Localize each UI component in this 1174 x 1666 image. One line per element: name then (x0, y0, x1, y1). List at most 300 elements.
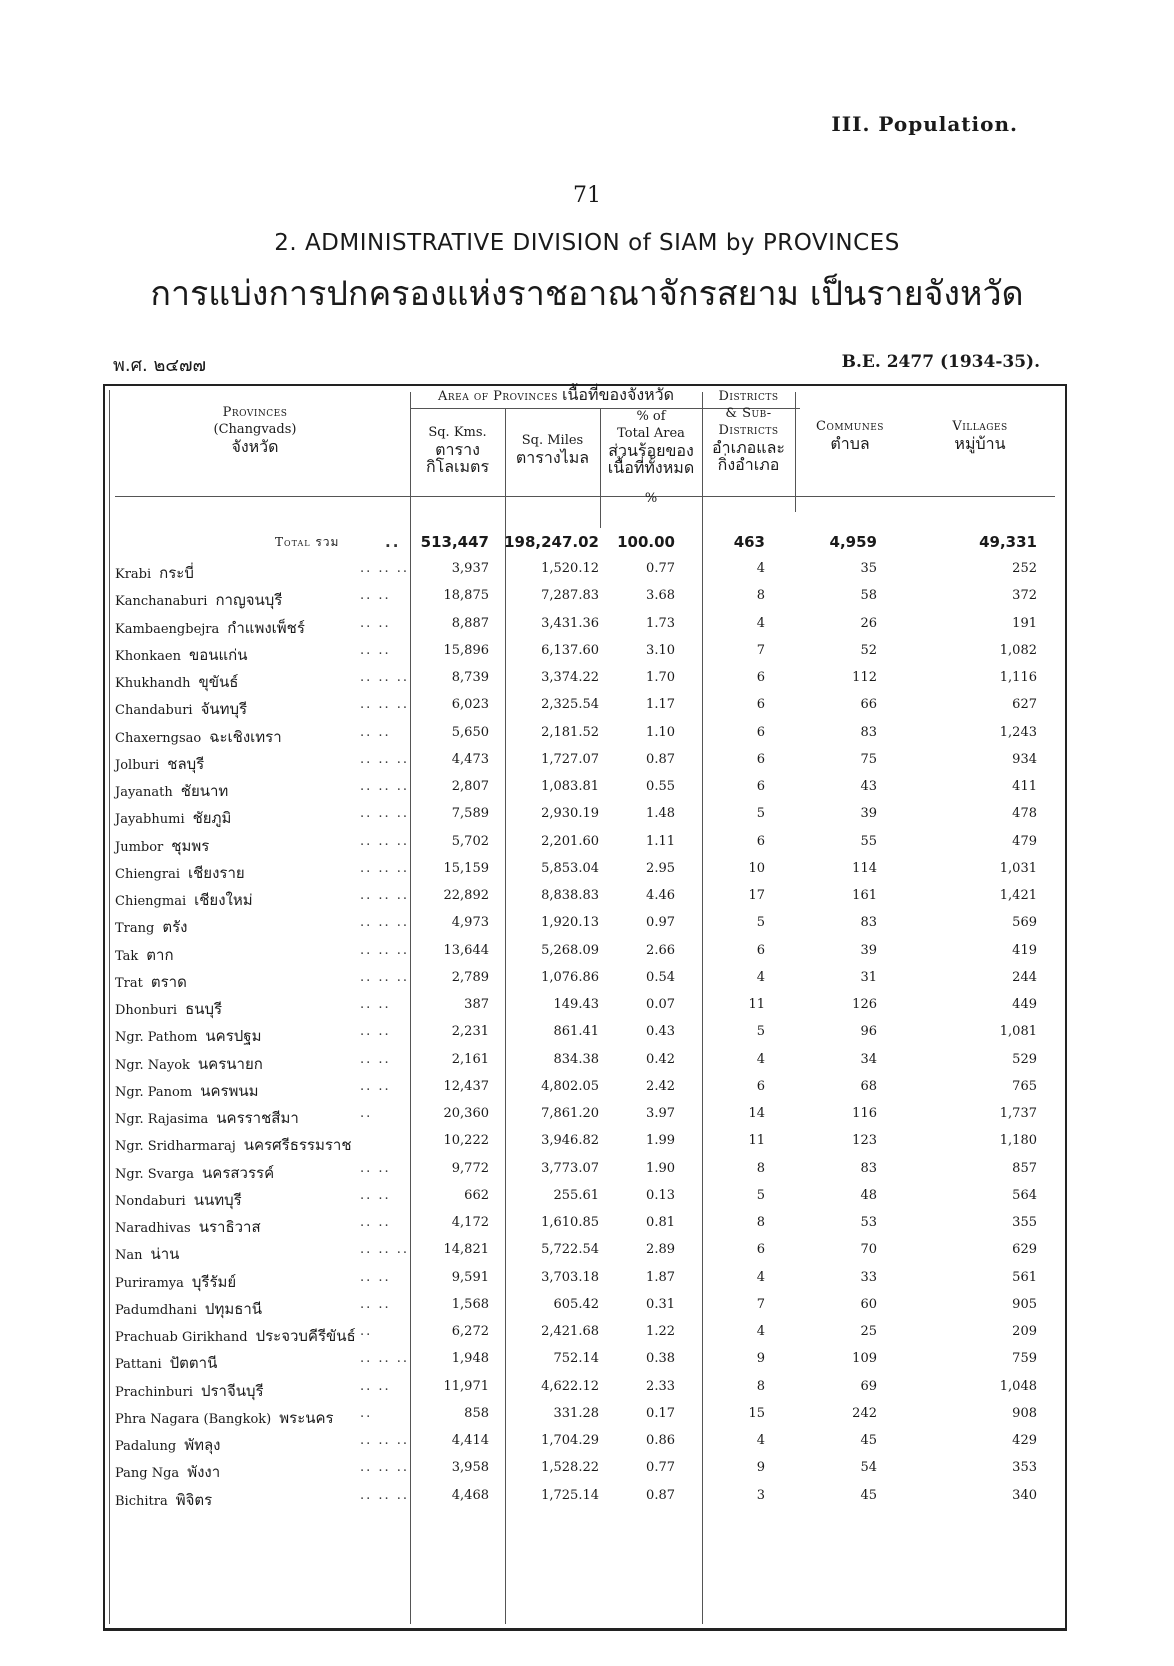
province-name-th: นครสวรรค์ (202, 1163, 275, 1182)
row-sqkm: 4,414 (451, 1433, 489, 1448)
row-villages: 561 (1012, 1269, 1037, 1285)
total-communes: 4,959 (829, 533, 877, 551)
row-pct: 0.17 (646, 1405, 675, 1421)
province-name-en: Ngr. Nayok (115, 1057, 190, 1073)
row-villages: 569 (1012, 915, 1037, 931)
page-number: 71 (573, 183, 601, 208)
row-pct: 1.48 (646, 806, 675, 822)
row-districts: 9 (756, 1460, 765, 1476)
province-name-th: กาญจนบุรี (215, 591, 283, 610)
row-districts: 6 (756, 833, 765, 849)
table-row (105, 1183, 1065, 1212)
province-name (115, 1488, 212, 1512)
table-row (105, 938, 1065, 967)
province-name-th: จันทบุรี (200, 700, 248, 719)
row-pct: 0.31 (646, 1296, 675, 1312)
province-name-th: ขุขันธ์ (198, 673, 239, 691)
row-villages: 353 (1012, 1460, 1037, 1476)
province-name-en: Jolburi (115, 757, 160, 773)
header-area-group-en: Area of Provinces (437, 389, 558, 404)
row-villages: 629 (1012, 1242, 1037, 1258)
province-name-en: Ngr. Svarga (115, 1166, 195, 1182)
row-sqmi: 752.14 (553, 1351, 599, 1367)
row-communes: 26 (860, 615, 877, 631)
row-villages: 759 (1012, 1351, 1037, 1367)
title-english: 2. ADMINISTRATIVE DIVISION of SIAM by PROVINCES (274, 230, 900, 256)
row-dots: .. .. .. (360, 1487, 410, 1503)
province-name (115, 1460, 220, 1484)
header-districts-en3: Districts (718, 423, 779, 438)
row-pct: 0.42 (646, 1051, 675, 1067)
row-sqmi: 331.28 (553, 1405, 599, 1421)
province-name-th: ชัยภูมิ (192, 809, 232, 828)
row-communes: 58 (860, 588, 877, 604)
province-name-en: Padalung (115, 1439, 177, 1454)
row-sqmi: 8,838.83 (541, 888, 599, 903)
province-name (115, 1406, 334, 1430)
row-districts: 8 (756, 1378, 765, 1394)
province-name (115, 970, 187, 994)
province-name (115, 1188, 242, 1212)
row-villages: 355 (1012, 1215, 1037, 1230)
province-name (115, 1106, 299, 1130)
province-name-th: ชลบุรี (167, 754, 205, 773)
row-dots: .. .. .. (360, 751, 410, 767)
row-sqmi: 3,773.07 (541, 1160, 599, 1176)
total-districts: 463 (733, 533, 765, 551)
row-dots: .. .. .. (360, 1460, 410, 1476)
row-communes: 114 (852, 860, 877, 876)
header-districts-th2: กิ่งอำเภอ (717, 455, 780, 474)
row-districts: 6 (756, 697, 765, 713)
row-sqkm: 5,650 (451, 724, 489, 740)
province-name-en: Nondaburi (115, 1193, 186, 1209)
row-pct: 2.42 (646, 1078, 675, 1094)
row-sqkm: 7,589 (451, 806, 489, 822)
row-sqmi: 3,374.22 (541, 670, 599, 685)
row-sqmi: 5,853.04 (541, 860, 599, 876)
section-heading: III. Population. (831, 112, 1018, 136)
table-row (105, 638, 1065, 667)
table-row (105, 1265, 1065, 1294)
table-row (105, 774, 1065, 803)
province-name-en: Jayabhumi (115, 812, 185, 828)
row-villages: 934 (1012, 751, 1037, 767)
row-sqmi: 834.38 (553, 1051, 599, 1067)
row-sqmi: 4,802.05 (541, 1078, 599, 1094)
row-districts: 6 (756, 751, 765, 767)
row-villages: 627 (1012, 697, 1037, 713)
row-villages: 1,737 (999, 1106, 1037, 1121)
row-districts: 8 (756, 1215, 765, 1230)
row-villages: 564 (1012, 1187, 1037, 1203)
row-pct: 1.11 (646, 833, 675, 849)
row-sqmi: 149.43 (553, 997, 599, 1012)
row-dots: .. .. (360, 1187, 391, 1203)
total-label: Total รวม (275, 535, 340, 549)
row-districts: 4 (756, 561, 765, 576)
row-pct: 0.87 (646, 1487, 675, 1503)
row-pct: 1.87 (646, 1269, 675, 1285)
table-row (105, 1237, 1065, 1266)
province-name (115, 1215, 261, 1239)
row-communes: 66 (860, 697, 877, 713)
province-name-th: นครนายก (197, 1054, 263, 1073)
province-name-th: ธนบุรี (185, 1000, 223, 1018)
row-dots: .. .. .. (360, 561, 410, 576)
province-name-en: Phra Nagara (Bangkok) (115, 1411, 272, 1427)
row-sqmi: 5,722.54 (541, 1242, 599, 1258)
province-name-th: พระนคร (279, 1408, 334, 1427)
row-communes: 116 (852, 1106, 877, 1121)
row-districts: 4 (756, 615, 765, 631)
table-row (105, 1156, 1065, 1185)
row-dots: .. .. .. (360, 670, 410, 685)
table-row (105, 1428, 1065, 1457)
province-name-th: นนทบุรี (193, 1190, 242, 1209)
province-name-th: ตรัง (162, 918, 188, 937)
row-communes: 75 (860, 751, 877, 767)
table-row (105, 1047, 1065, 1076)
province-name (115, 1270, 236, 1294)
row-villages: 857 (1012, 1160, 1037, 1176)
row-communes: 45 (860, 1433, 877, 1448)
province-name-th: ปราจีนบุรี (200, 1381, 264, 1400)
province-name (115, 588, 282, 612)
row-dots: .. .. (360, 642, 391, 658)
row-dots: .. .. (360, 724, 391, 740)
row-sqmi: 5,268.09 (541, 942, 599, 958)
province-name (115, 725, 282, 749)
row-sqkm: 8,739 (451, 670, 489, 685)
total-villages: 49,331 (979, 533, 1037, 551)
header-area-group-th: เนื้อที่ของจังหวัด (562, 385, 675, 404)
row-sqkm: 2,807 (451, 779, 489, 794)
row-dots: .. .. .. (360, 1242, 410, 1258)
total-sqkm: 513,447 (420, 533, 489, 551)
province-name-en: Jumbor (115, 839, 164, 855)
province-name-th: เชียงใหม่ (194, 891, 253, 909)
row-sqmi: 1,528.22 (541, 1460, 599, 1476)
row-pct: 0.55 (646, 779, 675, 794)
table-row (105, 1374, 1065, 1403)
row-pct: 1.99 (646, 1133, 675, 1149)
row-districts: 6 (756, 779, 765, 794)
row-dots: .. .. (360, 1215, 391, 1230)
province-name-th: พัทลุง (184, 1436, 221, 1454)
province-name (115, 888, 253, 912)
row-dots: .. .. (360, 615, 391, 631)
row-sqmi: 1,704.29 (541, 1433, 599, 1448)
province-name-en: Ngr. Panom (115, 1084, 193, 1100)
row-districts: 11 (748, 1133, 765, 1149)
row-villages: 1,116 (999, 670, 1037, 685)
row-sqkm: 20,360 (443, 1106, 489, 1121)
province-name-en: Naradhivas (115, 1221, 191, 1236)
row-districts: 4 (756, 1433, 765, 1448)
province-name (115, 643, 248, 667)
province-name-en: Ngr. Rajasima (115, 1112, 209, 1127)
row-districts: 3 (756, 1487, 765, 1503)
row-sqkm: 4,973 (451, 915, 489, 931)
row-sqkm: 1,948 (451, 1351, 489, 1367)
header-pct (600, 408, 702, 507)
row-dots: .. (360, 1405, 373, 1421)
row-pct: 1.70 (646, 670, 675, 685)
table-row (105, 720, 1065, 749)
province-name (115, 1379, 264, 1403)
row-districts: 5 (756, 1187, 765, 1203)
province-name-th: พังงา (187, 1463, 221, 1482)
row-dots: .. .. (360, 1051, 391, 1067)
row-communes: 53 (860, 1215, 877, 1230)
row-dots: .. .. .. (360, 942, 410, 958)
row-communes: 45 (860, 1487, 877, 1503)
table-row (105, 1346, 1065, 1375)
row-sqkm: 1,568 (451, 1296, 489, 1312)
row-pct: 1.73 (646, 615, 675, 631)
row-sqkm: 5,702 (451, 833, 489, 849)
row-districts: 10 (748, 860, 765, 876)
province-name-th: ตาก (146, 945, 174, 964)
row-sqmi: 1,083.81 (541, 779, 599, 794)
total-row (105, 528, 1065, 557)
table-row (105, 801, 1065, 830)
row-pct: 0.97 (646, 915, 675, 931)
row-pct: 2.33 (646, 1378, 675, 1394)
row-districts: 6 (756, 724, 765, 740)
col-divider-5 (795, 392, 796, 512)
row-pct: 0.77 (646, 1460, 675, 1476)
row-communes: 126 (852, 997, 877, 1012)
row-sqmi: 861.41 (553, 1024, 599, 1040)
row-pct: 2.95 (646, 860, 675, 876)
header-communes-en: Communes (816, 419, 884, 434)
row-communes: 83 (860, 1160, 877, 1176)
province-name-en: Khonkaen (115, 648, 181, 664)
row-dots: .. .. (360, 997, 391, 1012)
table-row (105, 556, 1065, 585)
province-name (115, 834, 209, 858)
row-pct: 3.97 (646, 1106, 675, 1121)
row-dots: .. .. .. (360, 1351, 410, 1367)
row-villages: 411 (1012, 779, 1037, 794)
province-name-th: บุรีรัมย์ (191, 1272, 237, 1291)
row-sqmi: 2,930.19 (541, 806, 599, 822)
province-name (115, 943, 174, 967)
header-pct-en2: Total Area (617, 426, 685, 441)
row-pct: 0.54 (646, 969, 675, 985)
row-districts: 6 (756, 1242, 765, 1258)
province-name (115, 1297, 262, 1321)
row-dots: .. .. .. (360, 969, 410, 985)
row-pct: 1.90 (646, 1160, 675, 1176)
province-name-th: ฉะเชิงเทรา (209, 727, 282, 746)
row-dots: .. .. .. (360, 915, 410, 931)
table-row (105, 583, 1065, 612)
row-dots: .. .. (360, 1078, 391, 1094)
total-sqmi: 198,247.02 (504, 533, 599, 551)
header-provinces-th: จังหวัด (231, 437, 279, 456)
table-row (105, 1074, 1065, 1103)
province-name (115, 1433, 221, 1457)
era-thai: พ.ศ. ๒๔๗๗ (113, 355, 207, 376)
province-name (115, 697, 247, 721)
row-dots: .. .. (360, 1378, 391, 1394)
era-english: B.E. 2477 (1934-35). (841, 352, 1040, 372)
row-sqmi: 6,137.60 (541, 642, 599, 658)
table-row (105, 1319, 1065, 1348)
row-districts: 15 (748, 1405, 765, 1421)
row-pct: 0.43 (646, 1024, 675, 1040)
row-sqkm: 4,473 (451, 751, 489, 767)
row-villages: 1,081 (999, 1024, 1037, 1040)
row-dots: .. (360, 1106, 373, 1121)
row-dots: .. .. .. (360, 1433, 410, 1448)
province-name-th: นครราชสีมา (216, 1109, 299, 1127)
table-row (105, 1401, 1065, 1430)
row-sqkm: 10,222 (443, 1133, 489, 1149)
row-sqmi: 1,076.86 (541, 969, 599, 985)
row-villages: 252 (1012, 561, 1037, 576)
header-sqkm-en: Sq. Kms. (428, 425, 487, 440)
header-area-group (410, 386, 702, 405)
row-sqmi: 2,421.68 (541, 1324, 599, 1339)
row-pct: 2.89 (646, 1242, 675, 1258)
row-communes: 109 (852, 1351, 877, 1367)
province-name (115, 616, 305, 640)
province-name-th: กำแพงเพ็ชร์ (227, 618, 305, 637)
row-communes: 52 (860, 642, 877, 658)
row-sqmi: 7,861.20 (541, 1106, 599, 1121)
province-name-en: Dhonburi (115, 1003, 178, 1018)
row-pct: 1.17 (646, 697, 675, 713)
province-table (103, 384, 1067, 1631)
row-sqkm: 9,772 (451, 1160, 489, 1176)
header-communes-th: ตำบล (830, 434, 870, 453)
row-villages: 905 (1012, 1296, 1037, 1312)
row-villages: 191 (1012, 615, 1037, 631)
province-name-th: นครพนม (200, 1081, 259, 1100)
row-pct: 3.68 (646, 588, 675, 604)
table-row (105, 1101, 1065, 1130)
row-pct: 0.77 (646, 561, 675, 576)
header-pct-th2: เนื้อที่ทั้งหมด (607, 458, 695, 477)
row-dots: .. (360, 1324, 373, 1339)
row-communes: 54 (860, 1460, 877, 1476)
row-sqmi: 2,325.54 (541, 697, 599, 713)
province-name (115, 1351, 217, 1375)
row-sqmi: 4,622.12 (541, 1378, 599, 1394)
header-districts-en2: & Sub- (725, 406, 772, 421)
row-dots: .. .. .. (360, 697, 410, 713)
province-name-th: นครศรีธรรมราช (243, 1136, 352, 1155)
row-districts: 5 (756, 1024, 765, 1040)
header-pct-en1: % of (636, 409, 666, 424)
province-name (115, 997, 222, 1021)
row-communes: 34 (860, 1051, 877, 1067)
row-districts: 14 (748, 1106, 765, 1121)
row-sqmi: 3,431.36 (541, 615, 599, 631)
table-row (105, 692, 1065, 721)
province-name-en: Krabi (115, 567, 152, 582)
row-pct: 0.81 (646, 1215, 675, 1230)
row-dots: .. .. (360, 1024, 391, 1040)
province-name (115, 752, 204, 776)
row-sqkm: 387 (464, 997, 489, 1012)
total-pct: 100.00 (617, 533, 675, 551)
province-name-en: Jayanath (115, 785, 173, 800)
row-sqkm: 9,591 (451, 1269, 489, 1285)
row-communes: 83 (860, 724, 877, 740)
row-communes: 33 (860, 1269, 877, 1285)
province-name-en: Ngr. Pathom (115, 1030, 198, 1046)
row-communes: 25 (860, 1324, 877, 1339)
province-name-th: ตราด (150, 972, 187, 991)
row-communes: 83 (860, 915, 877, 931)
row-communes: 96 (860, 1024, 877, 1040)
title-thai: การแบ่งการปกครองแห่งราชอาณาจักรสยาม เป็นรายจังหวัด (150, 274, 1024, 314)
row-districts: 6 (756, 670, 765, 685)
province-name (115, 779, 228, 803)
table-row (105, 1210, 1065, 1239)
row-pct: 4.46 (646, 888, 675, 903)
province-name-th: ชัยนาท (180, 782, 229, 800)
row-villages: 479 (1012, 833, 1037, 849)
row-communes: 69 (860, 1378, 877, 1394)
row-dots: .. .. (360, 1269, 391, 1285)
province-name-en: Kanchanaburi (115, 594, 208, 610)
row-sqmi: 255.61 (553, 1187, 599, 1203)
table-row (105, 1019, 1065, 1048)
row-communes: 39 (860, 942, 877, 958)
row-communes: 68 (860, 1078, 877, 1094)
row-districts: 8 (756, 588, 765, 604)
row-sqmi: 3,703.18 (541, 1269, 599, 1285)
header-villages-th: หมู่บ้าน (954, 434, 1006, 453)
table-row (105, 747, 1065, 776)
row-sqkm: 2,161 (451, 1051, 489, 1067)
header-villages (905, 418, 1055, 452)
row-villages: 1,048 (999, 1378, 1037, 1394)
header-pct-th1: ส่วนร้อยของ (608, 441, 694, 460)
province-name (115, 915, 187, 939)
province-name-th: ขอนแก่น (188, 645, 248, 664)
row-pct: 1.22 (646, 1324, 675, 1339)
header-communes (795, 418, 905, 452)
table-row (105, 992, 1065, 1021)
province-name-th: ปัตตานี (169, 1354, 218, 1373)
row-sqkm: 4,172 (451, 1215, 489, 1230)
table-row (105, 910, 1065, 939)
province-name-en: Chiengrai (115, 866, 180, 882)
row-sqkm: 22,892 (443, 888, 489, 903)
row-dots: .. .. .. (360, 833, 410, 849)
row-pct: 3.10 (646, 642, 675, 658)
header-districts-th1: อำเภอและ (712, 438, 785, 457)
province-name (115, 1133, 352, 1157)
province-name-en: Padumdhani (115, 1302, 197, 1318)
province-name-th: ปทุมธานี (204, 1299, 263, 1318)
province-name-en: Chandaburi (115, 703, 193, 719)
row-districts: 9 (756, 1351, 765, 1367)
row-pct: 0.86 (646, 1433, 675, 1448)
row-districts: 17 (748, 888, 765, 903)
row-sqkm: 2,231 (451, 1024, 489, 1040)
province-name-en: Bichitra (115, 1493, 168, 1509)
row-districts: 4 (756, 1324, 765, 1339)
table-row (105, 856, 1065, 885)
